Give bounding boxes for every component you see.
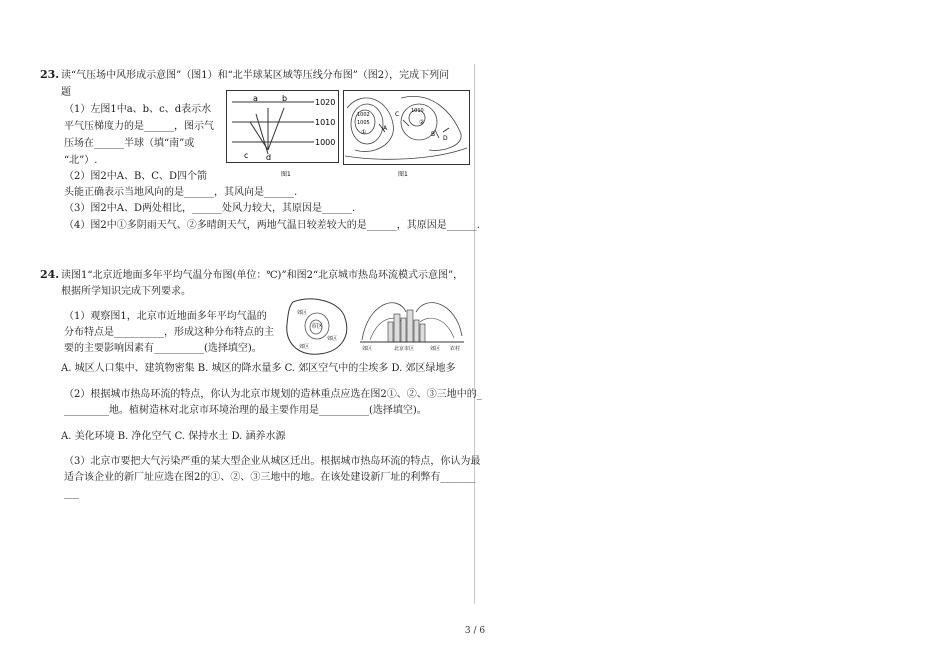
fig2-label-A: A xyxy=(383,125,388,132)
isobar-label-1010: 1010 xyxy=(315,118,336,127)
label-d: d xyxy=(266,153,272,162)
q23-part1-l3: 压场在______半球（填“南”或 xyxy=(64,138,195,149)
fig2-label-C: C xyxy=(395,111,400,118)
fig2-label-village: 农村 xyxy=(450,346,461,352)
q23-part1: （1）左图1中a、b、c、d表示水 xyxy=(64,104,212,115)
fig2-label-1005: 1005 xyxy=(357,120,370,126)
q23-part3: （3）图2中A、D两处相比，______处风力较大，其原因是______. xyxy=(64,203,356,214)
fig2-label-suburb-left: 郊区 xyxy=(362,346,373,352)
isobar-label-1020: 1020 xyxy=(315,98,336,107)
fig-label-suburb-2: 郊区 xyxy=(327,336,338,342)
q23-figure2 xyxy=(343,90,471,178)
fig2-label-2: ② xyxy=(419,119,425,126)
q23-intro-cont: 题 xyxy=(61,87,71,98)
q24-figure1 xyxy=(283,296,353,356)
q24-part1-options: A. 城区人口集中、建筑物密集 B. 城区的降水量多 C. 郊区空气中的尘埃多 D. 郊区绿地多 xyxy=(61,363,456,374)
fig-label-suburb-3: 郊区 xyxy=(299,344,310,350)
isobar-label-1000: 1000 xyxy=(315,138,336,147)
label-b: b xyxy=(282,94,288,103)
label-c: c xyxy=(244,151,249,160)
q24-part2-options: A. 美化环境 B. 净化空气 C. 保持水土 D. 涵养水源 xyxy=(61,431,286,442)
q24-part1: （1）观察图1，北京市近地面多年平均气温的 xyxy=(64,311,267,322)
q23-part1-l2: 平气压梯度力的是______，图示气 xyxy=(64,121,214,132)
question-number-24: 24. xyxy=(40,268,60,281)
fig2-label-suburb-right: 郊区 xyxy=(430,346,441,352)
fig2-label-1002: 1002 xyxy=(357,112,370,118)
figure2-caption: 图1 xyxy=(398,171,408,178)
q24-intro: 读图1“北京近地面多年平均气温分布图(单位：℃)”和图2“北京城市热岛环流模式示意图”， xyxy=(61,270,464,281)
q24-part3: （3）北京市要把大气污染严重的某大型企业从城区迁出。根据城市热岛环流的特点，你认为最 xyxy=(64,456,481,467)
q24-intro-cont: 根据所学知识完成下列要求。 xyxy=(61,286,191,297)
q23-part2-l2: 头能正确表示当地风向的是______，其风向是______. xyxy=(64,187,298,198)
q23-part2: （2）图2中A、B、C、D四个箭 xyxy=(64,171,207,182)
q23-part4: （4）图2中①多阴雨天气、②多晴朗天气，两地气温日较差较大的是______，其原因是______. xyxy=(64,220,480,231)
q24-part1-l3: 要的主要影响因素有__________(选择填空)。 xyxy=(64,343,262,354)
fig2-label-1010: 1010 xyxy=(411,108,424,114)
q23-part1-l4: “北”）. xyxy=(64,155,98,166)
figure2-frame xyxy=(344,91,470,165)
q23-intro: 读“气压场中风形成示意图”（图1）和“北半球某区域等压线分布图”（图2），完成下列问 xyxy=(61,70,450,81)
q24-part1-l2: 分布特点是__________，形成这种分布特点的主 xyxy=(64,327,274,338)
q24-part3-l2: 适合该企业的新厂址应选在图2的①、②、③三地中的地。在该处建设新厂址的利弊有_______ xyxy=(64,472,476,483)
page-number: 3 / 6 xyxy=(464,626,486,636)
column-divider xyxy=(474,64,475,604)
label-a: a xyxy=(253,94,258,103)
fig-label-urban: 市区 xyxy=(311,323,324,330)
fig2-label-beijing: 北京市区 xyxy=(394,346,415,352)
fig2-label-1: ① xyxy=(361,129,367,136)
fig-label-suburb-1: 郊区 xyxy=(297,310,308,316)
figure1-caption: 图1 xyxy=(281,171,291,178)
fig2-label-B: B xyxy=(431,131,436,138)
q24-part2: （2）根据城市热岛环流的特点，你认为北京市规划的造林重点应选在图2①、②、③三地中的_ xyxy=(64,389,482,400)
fig2-label-D: D xyxy=(443,135,448,142)
q23-figure1 xyxy=(226,90,340,178)
q24-part2-l2: _________地。植树造林对北京市环境治理的最主要作用是__________(选择填空)。 xyxy=(64,405,427,416)
q24-part3-l3: ___ xyxy=(64,488,79,499)
q24-figure2 xyxy=(358,292,466,358)
question-number-23: 23. xyxy=(40,68,60,81)
